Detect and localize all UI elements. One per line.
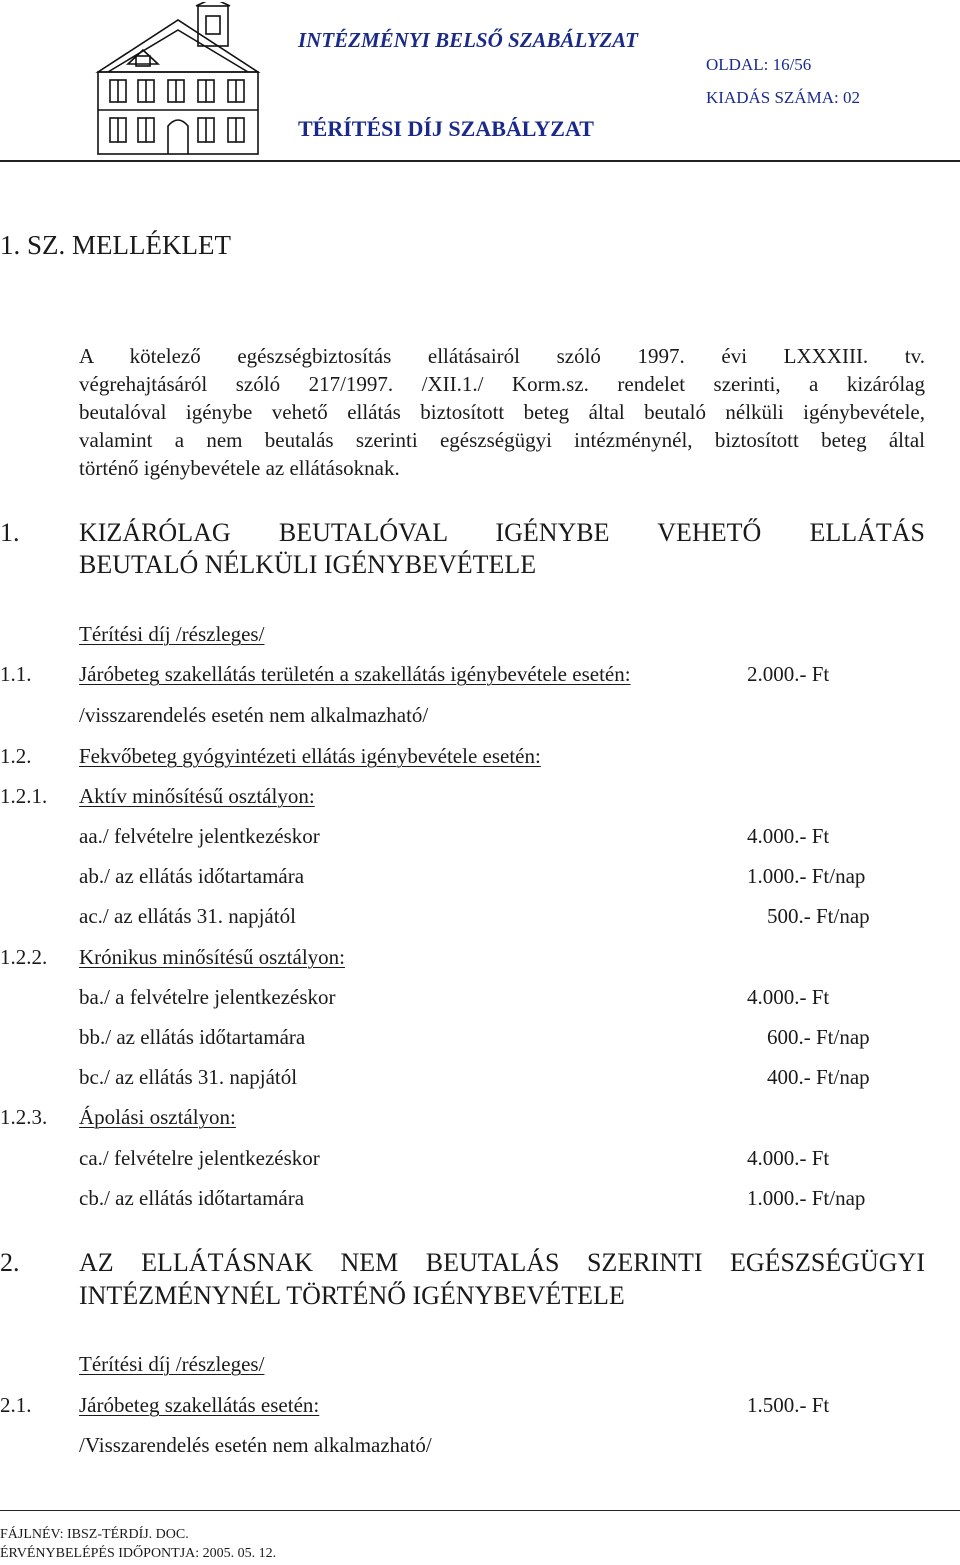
header-edition: KIADÁS SZÁMA: 02	[706, 88, 860, 107]
section2-fee-label: Térítési díj /részleges/	[79, 1352, 265, 1376]
footer-filename: FÁJLNÉV: IBSZ-TÉRDÍJ. DOC.	[0, 1527, 189, 1542]
fee-row-text: cb./ az ellátás időtartamára	[79, 1186, 305, 1210]
item-number: 1.1.	[0, 662, 32, 686]
fee-row-text: aa./ felvételre jelentkezéskor	[79, 824, 320, 848]
fee-row-amount: 500.- Ft/nap	[767, 904, 870, 928]
item-number: 1.2.	[0, 744, 32, 768]
fee-row-amount: 4.000.- Ft	[747, 985, 830, 1009]
item-label: Krónikus minősítésű osztályon:	[79, 945, 345, 969]
header-page: OLDAL: 16/56	[706, 55, 812, 74]
item-label: Fekvőbeteg gyógyintézeti ellátás igénybevétele esetén:	[79, 744, 541, 768]
fee-row-text: ac./ az ellátás 31. napjától	[79, 904, 296, 928]
section2-title-line2: INTÉZMÉNYNÉL TÖRTÉNŐ IGÉNYBEVÉTELE	[79, 1281, 625, 1310]
item-label: Járóbeteg szakellátás területén a szakellátás igénybevétele esetén:	[79, 662, 631, 686]
fee-row-text: bc./ az ellátás 31. napjától	[79, 1065, 298, 1089]
fee-row-amount: 1.000.- Ft/nap	[747, 864, 866, 888]
section2-title: AZ ELLÁTÁSNAK NEM BEUTALÁS SZERINTI EGÉSZSÉGÜGYI	[79, 1248, 925, 1277]
item-note: /Visszarendelés esetén nem alkalmazható/	[79, 1433, 432, 1457]
section1-title: KIZÁRÓLAG BEUTALÓVAL IGÉNYBE VEHETŐ ELLÁTÁS	[79, 518, 925, 547]
item-number: 1.2.2.	[0, 945, 48, 969]
item-number: 1.2.1.	[0, 784, 48, 808]
footer-effective-date: ÉRVÉNYBELÉPÉS IDŐPONTJA: 2005. 05. 12.	[0, 1546, 277, 1561]
item-note: /visszarendelés esetén nem alkalmazható/	[79, 703, 429, 727]
intro-line: beutalóval igénybe vehető ellátás biztosított beteg által beutaló nélküli igénybevétele,	[79, 400, 925, 424]
intro-line: valamint a nem beutalás szerinti egészségügyi intézménynél, biztosított beteg által	[79, 428, 925, 452]
fee-row-text: ab./ az ellátás időtartamára	[79, 864, 305, 888]
fee-row-amount: 1.000.- Ft/nap	[747, 1186, 866, 1210]
item-amount: 1.500.- Ft	[747, 1393, 830, 1417]
building-icon	[88, 2, 268, 157]
item-number: 1.2.3.	[0, 1105, 48, 1129]
item-label: Ápolási osztályon:	[79, 1105, 236, 1129]
section1-number: 1.	[0, 518, 20, 547]
section2-number: 2.	[0, 1248, 20, 1277]
section1-fee-label: Térítési díj /részleges/	[79, 622, 265, 646]
fee-row-text: ba./ a felvételre jelentkezéskor	[79, 985, 336, 1009]
fee-row-text: bb./ az ellátás időtartamára	[79, 1025, 306, 1049]
header-divider	[0, 160, 960, 162]
intro-paragraph	[79, 342, 925, 482]
header-subtitle: TÉRÍTÉSI DÍJ SZABÁLYZAT	[298, 116, 594, 141]
header-logo	[88, 2, 268, 157]
fee-row-amount: 4.000.- Ft	[747, 1146, 830, 1170]
item-label: Aktív minősítésű osztályon:	[79, 784, 315, 808]
section1-title-line2: BEUTALÓ NÉLKÜLI IGÉNYBEVÉTELE	[79, 550, 537, 579]
item-amount: 2.000.- Ft	[747, 662, 830, 686]
fee-row-amount: 600.- Ft/nap	[767, 1025, 870, 1049]
appendix-title: 1. SZ. MELLÉKLET	[0, 230, 231, 260]
fee-row-amount: 400.- Ft/nap	[767, 1065, 870, 1089]
fee-row-text: ca./ felvételre jelentkezéskor	[79, 1146, 320, 1170]
header-title: INTÉZMÉNYI BELSŐ SZABÁLYZAT	[298, 28, 638, 52]
footer-divider	[0, 1510, 960, 1511]
intro-line: A kötelező egészségbiztosítás ellátásairól szóló 1997. évi LXXXIII. tv.	[79, 344, 925, 368]
fee-row-amount: 4.000.- Ft	[747, 824, 830, 848]
item-number: 2.1.	[0, 1393, 32, 1417]
intro-line: történő igénybevétele az ellátásoknak.	[79, 456, 400, 480]
intro-line: végrehajtásáról szóló 217/1997. /XII.1./ Korm.sz. rendelet szerinti, a kizárólag	[79, 372, 925, 396]
item-label: Járóbeteg szakellátás esetén:	[79, 1393, 320, 1417]
